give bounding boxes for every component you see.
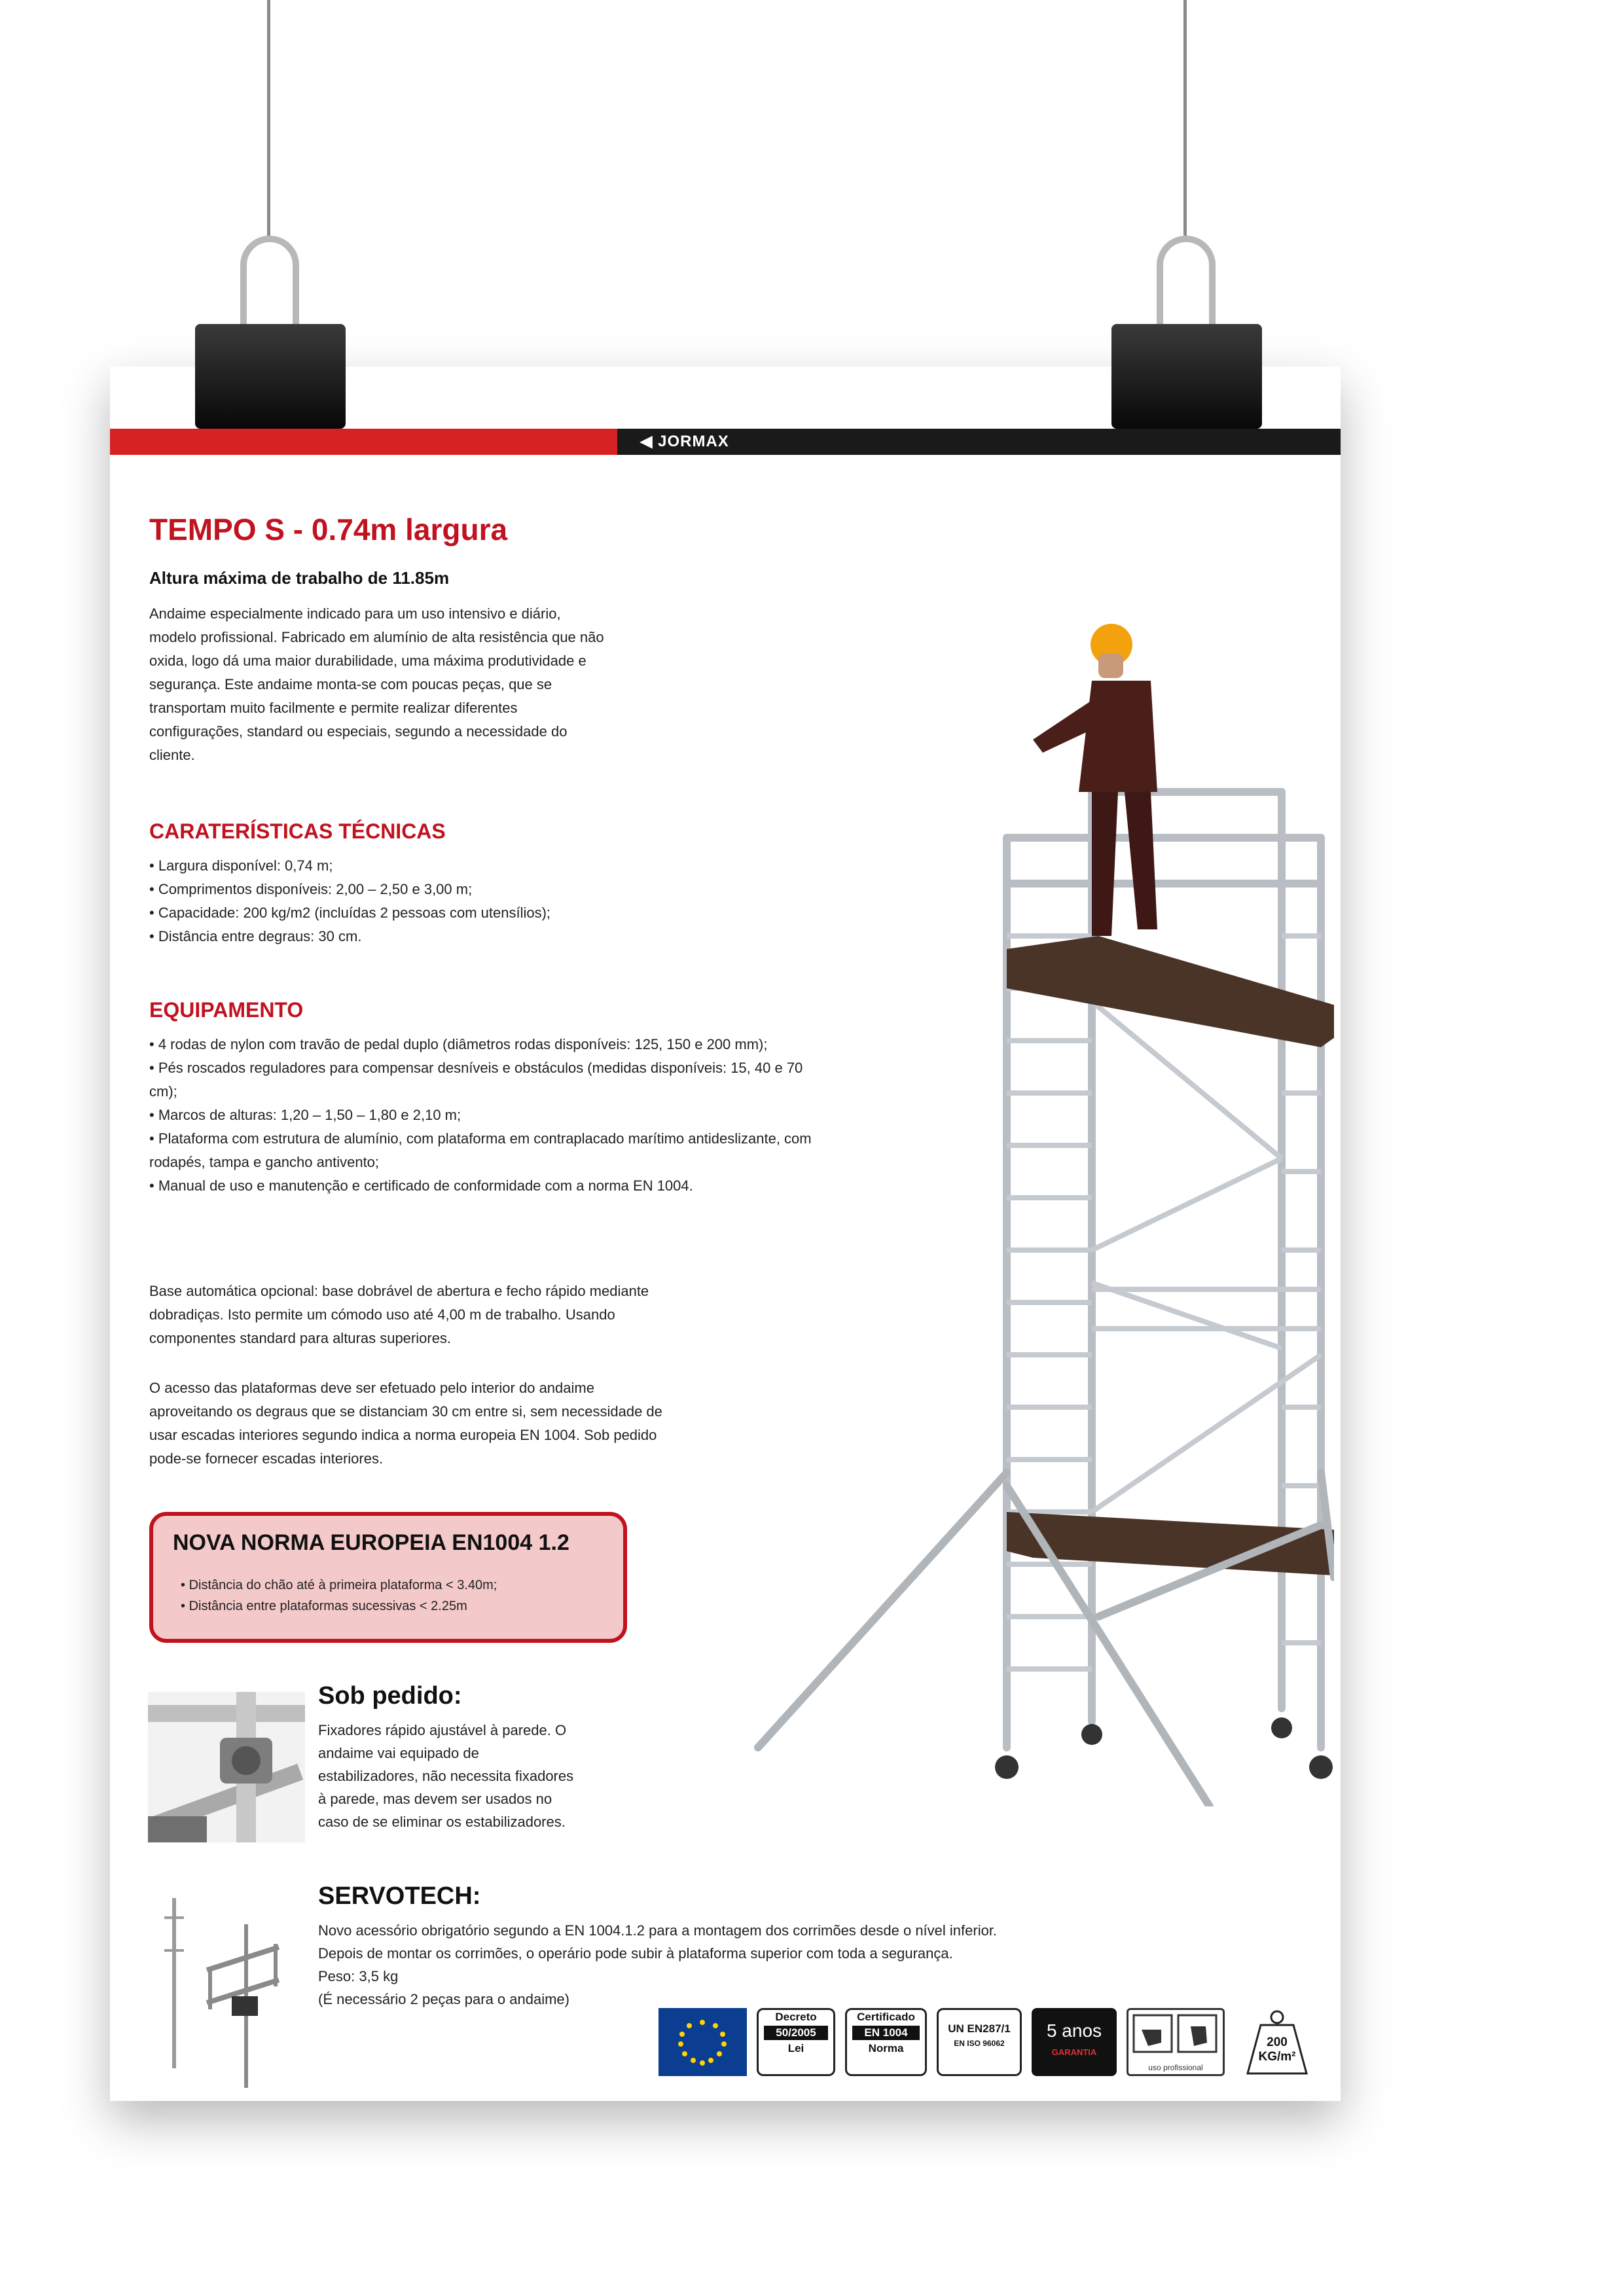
header-bar-red bbox=[110, 429, 617, 455]
sob-line: Fixadores rápido ajustável à parede. O bbox=[318, 1722, 567, 1738]
badge-line: UN EN287/1 bbox=[948, 2022, 1011, 2035]
badge-line: KG/m² bbox=[1258, 2050, 1296, 2064]
intro-line: configurações, standard ou especiais, segundo a necessidade do bbox=[149, 723, 568, 740]
servo-line: Peso: 3,5 kg bbox=[318, 1968, 399, 1984]
poster-sheet bbox=[110, 367, 1341, 2101]
page-title: TEMPO S - 0.74m largura bbox=[149, 512, 508, 547]
intro-line: cliente. bbox=[149, 747, 195, 763]
brand-text: JORMAX bbox=[658, 433, 729, 450]
sob-text bbox=[318, 1719, 573, 1833]
list-item: • Marcos de alturas: 1,20 – 1,50 – 1,80 e 2,10 m; bbox=[149, 1103, 817, 1127]
list-item: • Comprimentos disponíveis: 2,00 – 2,50 e 3,00 m; bbox=[149, 878, 817, 901]
professional-use-badge bbox=[1127, 2008, 1225, 2076]
list-item: • Distância entre plataformas sucessivas < 2.25m bbox=[181, 1596, 497, 1617]
hanging-wire-right bbox=[1183, 0, 1187, 236]
intro-line: segurança. Este andaime monta-se com poucas peças, que se bbox=[149, 676, 552, 692]
badge-line: 200 bbox=[1267, 2036, 1288, 2049]
list-item: • Pés roscados reguladores para compensar desníveis e obstáculos (medidas disponíveis: 15, 40 e 70 cm); bbox=[149, 1056, 817, 1103]
wall-fixer-image bbox=[148, 1692, 305, 1842]
list-item: • Plataforma com estrutura de alumínio, com plataforma em contraplacado marítimo antideslizante, com rodapés, tampa e gancho antivento; bbox=[149, 1127, 817, 1174]
load-badge bbox=[1244, 2008, 1310, 2076]
binder-clip-left bbox=[195, 324, 346, 429]
norm-callout bbox=[149, 1512, 627, 1643]
sob-line: caso de se eliminar os estabilizadores. bbox=[318, 1814, 566, 1830]
intro-line: transportam muito facilmente e permite realizar diferentes bbox=[149, 700, 518, 716]
worker-figure bbox=[1033, 624, 1157, 936]
servo-heading: SERVOTECH: bbox=[318, 1882, 481, 1910]
badge-line: Norma bbox=[868, 2042, 904, 2054]
access-line: O acesso das plataformas deve ser efetuado pelo interior do andaime bbox=[149, 1380, 594, 1396]
intro-line: oxida, logo dá uma maior durabilidade, uma máxima produtividade e bbox=[149, 653, 586, 669]
tech-heading: CARATERÍSTICAS TÉCNICAS bbox=[149, 819, 446, 843]
badge-line: 5 anos bbox=[1046, 2020, 1102, 2041]
sob-heading: Sob pedido: bbox=[318, 1682, 462, 1710]
servotech-image bbox=[148, 1892, 305, 2088]
intro-line: modelo profissional. Fabricado em alumínio de alta resistência que não bbox=[149, 629, 604, 645]
badge-line: Lei bbox=[787, 2042, 804, 2054]
hand-icon bbox=[1128, 2010, 1223, 2056]
base-line: dobradiças. Isto permite um cómodo uso até 4,00 m de trabalho. Usando bbox=[149, 1306, 615, 1323]
warranty-badge bbox=[1032, 2008, 1117, 2076]
brand-logo: ◀ JORMAX bbox=[640, 433, 729, 450]
hanging-wire-left bbox=[267, 0, 270, 236]
list-item: • Manual de uso e manutenção e certificado de conformidade com a norma EN 1004. bbox=[149, 1174, 817, 1198]
intro-line: Andaime especialmente indicado para um uso intensivo e diário, bbox=[149, 605, 561, 622]
eu-stars-icon bbox=[659, 2008, 747, 2076]
access-line: usar escadas interiores segundo indica a norma europeia EN 1004. Sob pedido bbox=[149, 1427, 657, 1443]
norm-list bbox=[181, 1575, 497, 1617]
certification-badges bbox=[659, 2008, 1333, 2076]
badge-line: GARANTIA bbox=[1051, 2047, 1097, 2057]
list-item: • Largura disponível: 0,74 m; bbox=[149, 854, 817, 878]
un-badge bbox=[937, 2008, 1022, 2076]
servo-text bbox=[318, 1919, 997, 2011]
scaffold-illustration bbox=[640, 596, 1334, 1806]
list-item: • Distância do chão até à primeira plataforma < 3.40m; bbox=[181, 1575, 497, 1596]
list-item: • 4 rodas de nylon com travão de pedal duplo (diâmetros rodas disponíveis: 125, 150 e 200 mm); bbox=[149, 1033, 817, 1056]
sob-line: estabilizadores, não necessita fixadores bbox=[318, 1768, 574, 1784]
decreto-badge bbox=[757, 2008, 835, 2076]
header-bar bbox=[110, 429, 1341, 455]
servo-line: (É necessário 2 peças para o andaime) bbox=[318, 1991, 569, 2007]
page-subtitle: Altura máxima de trabalho de 11.85m bbox=[149, 568, 450, 588]
servo-line: Novo acessório obrigatório segundo a EN 1004.1.2 para a montagem dos corrimões desde o nível inferior. bbox=[318, 1922, 998, 1939]
eu-flag-badge bbox=[659, 2008, 747, 2076]
badge-line: EN ISO 96062 bbox=[954, 2039, 1005, 2048]
cert-badge bbox=[845, 2008, 927, 2076]
badge-line: EN 1004 bbox=[852, 2026, 920, 2040]
badge-line: Certificado bbox=[857, 2011, 915, 2023]
servo-line: Depois de montar os corrimões, o operário pode subir à plataforma superior com toda a segurança. bbox=[318, 1945, 953, 1962]
access-line: pode-se fornecer escadas interiores. bbox=[149, 1450, 384, 1467]
equip-heading: EQUIPAMENTO bbox=[149, 998, 304, 1022]
badge-line: Decreto bbox=[775, 2011, 817, 2023]
list-item: • Distância entre degraus: 30 cm. bbox=[149, 925, 817, 948]
base-line: Base automática opcional: base dobrável de abertura e fecho rápido mediante bbox=[149, 1283, 649, 1299]
binder-clip-right bbox=[1111, 324, 1262, 429]
list-item: • Capacidade: 200 kg/m2 (incluídas 2 pessoas com utensílios); bbox=[149, 901, 817, 925]
norm-title: NOVA NORMA EUROPEIA EN1004 1.2 bbox=[173, 1530, 569, 1555]
sob-line: à parede, mas devem ser usados no bbox=[318, 1791, 552, 1807]
badge-line: uso profissional bbox=[1148, 2063, 1203, 2072]
access-line: aproveitando os degraus que se distanciam 30 cm entre si, sem necessidade de bbox=[149, 1403, 662, 1420]
sob-line: andaime vai equipado de bbox=[318, 1745, 479, 1761]
base-line: componentes standard para alturas superiores. bbox=[149, 1330, 452, 1346]
badge-line: 50/2005 bbox=[764, 2026, 828, 2040]
